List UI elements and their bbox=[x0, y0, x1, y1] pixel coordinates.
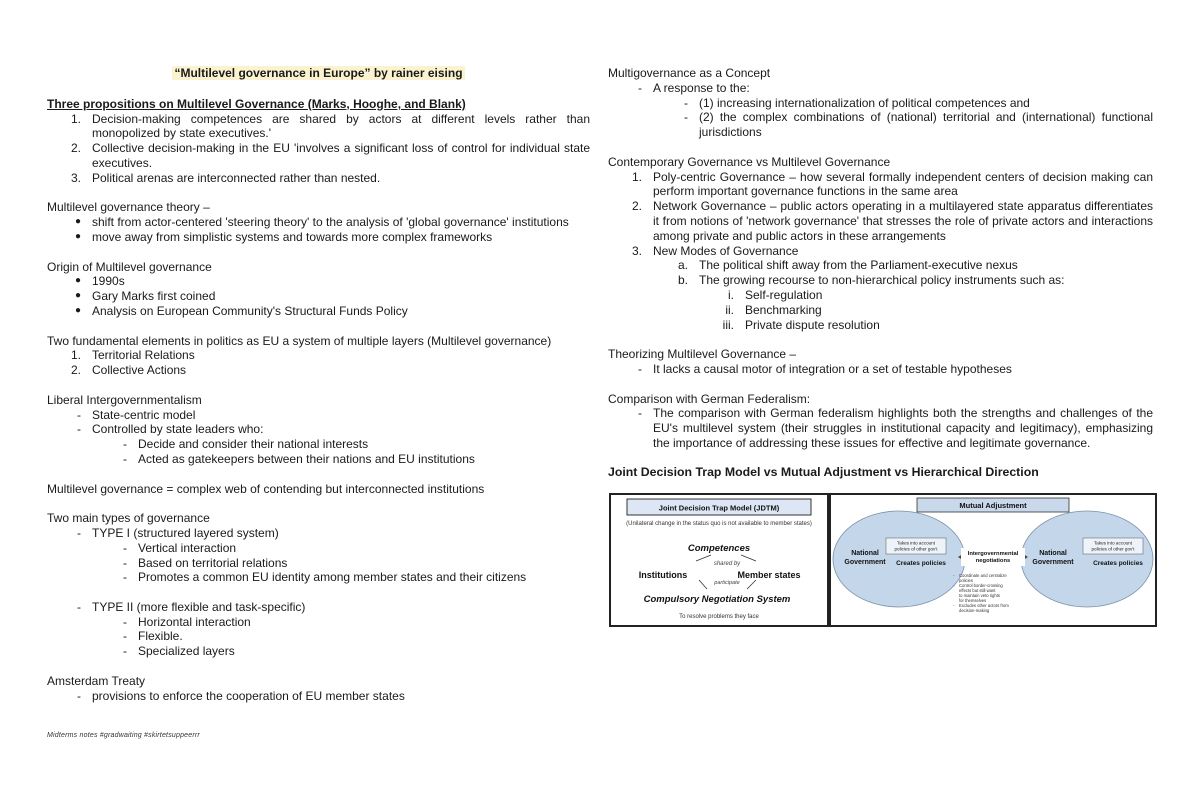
note-1b: policies bbox=[959, 578, 973, 583]
arrow-line bbox=[696, 555, 711, 561]
mutual-svg bbox=[831, 495, 1155, 625]
list-item: - Acted as gatekeepers between their nations and EU institutions bbox=[123, 451, 475, 466]
creates-right: Creates policies bbox=[1093, 560, 1143, 567]
arrow-line bbox=[747, 580, 756, 589]
list-item: i. Self-regulation bbox=[728, 287, 823, 302]
list-item: - Decide and consider their national interests bbox=[123, 437, 369, 452]
origin-section bbox=[47, 260, 590, 319]
amsterdam-heading: Amsterdam Treaty bbox=[47, 673, 146, 688]
list-item: - Flexible. bbox=[123, 629, 183, 644]
elements-section bbox=[47, 334, 590, 378]
takes-left-line2: policies of other gov't bbox=[894, 546, 938, 552]
note-1a: Coordinate and centralize bbox=[959, 573, 1007, 578]
propositions-section bbox=[47, 97, 590, 186]
note-3b: decision-making bbox=[959, 608, 990, 613]
list-item: ii. Benchmarking bbox=[725, 302, 822, 317]
elements-heading: Two fundamental elements in politics as EU a system of multiple layers (Multilevel governance) bbox=[47, 333, 552, 348]
theory-section bbox=[47, 200, 590, 244]
figures bbox=[609, 493, 1155, 625]
jdtm-diagram bbox=[609, 493, 829, 627]
concept-heading: Multigovernance as a Concept bbox=[608, 66, 771, 80]
footer-note: Midterms notes #gradwaiting #skirtetsuppeerrr bbox=[47, 732, 200, 739]
note-3a: Excludes other actors from bbox=[959, 603, 1009, 608]
center-line2: negotiations bbox=[975, 558, 1011, 564]
types-heading: Two main types of governance bbox=[47, 511, 210, 526]
contemporary-heading: Contemporary Governance vs Multilevel Governance bbox=[608, 154, 891, 169]
theorizing-heading: Theorizing Multilevel Governance – bbox=[608, 347, 797, 362]
note-2c: to maintain veto rights bbox=[959, 593, 1000, 598]
jdtm-system: Compulsory Negotiation System bbox=[643, 594, 791, 605]
list-item: - The comparison with German federalism highlights both the strengths and challenges of the EU's multilevel system (their struggles in institutional capacity and legitimacy), emphasizing the importance of addressing these issues for effective and legitimate governance. bbox=[638, 406, 1153, 450]
note-2a: Control border-crossing bbox=[959, 583, 1003, 588]
jdtm-competences: Competences bbox=[687, 543, 751, 554]
list-item: - (2) the complex combinations of (national) territorial and (international) functional jurisdictions bbox=[684, 110, 1153, 140]
jdtm-institutions: Institutions bbox=[638, 570, 688, 580]
jdtm-member-states: Member states bbox=[737, 570, 801, 580]
note-2d: for themselves bbox=[959, 598, 987, 603]
list-item: 2. Network Governance – public actors operating in a multilayered state apparatus differentiates it from notions of 'network governance' that stresses the role of private actors and interactions among private and public actors in these arrangements bbox=[631, 199, 1153, 243]
takes-right-line2: policies of other gov't bbox=[1091, 546, 1135, 552]
arrow-line bbox=[741, 555, 756, 561]
national-right-word2: Government bbox=[1032, 559, 1074, 566]
list-item: - Controlled by state leaders who: bbox=[77, 422, 264, 437]
list-item: ● Gary Marks first coined bbox=[74, 289, 216, 304]
german-heading: Comparison with German Federalism: bbox=[608, 391, 811, 406]
list-item: - Vertical interaction bbox=[123, 540, 237, 555]
mutual-notes: - Coordinate and centralize policies - Control border-crossing effects but still want to maintain veto rights for themselves - Excludes other actors from decision-making bbox=[953, 573, 1009, 613]
arrow-line bbox=[699, 580, 707, 589]
list-item: - TYPE I (structured layered system) bbox=[77, 525, 279, 540]
list-item: - Based on territorial relations bbox=[123, 555, 288, 570]
takes-right bbox=[1091, 541, 1135, 552]
jdtm-note: (Unilateral change in the status quo is not available to member states) bbox=[626, 521, 812, 527]
left-column bbox=[47, 66, 590, 703]
theory-heading: Multilevel governance theory – bbox=[47, 200, 210, 215]
list-item: 2. Collective Actions bbox=[70, 363, 187, 378]
national-right-word1: National bbox=[1039, 550, 1067, 557]
takes-left bbox=[894, 541, 938, 552]
jdtm-title: Joint Decision Trap Model (JDTM) bbox=[658, 503, 780, 513]
list-item: - TYPE II (more flexible and task-specific) bbox=[77, 599, 306, 614]
theorizing-section bbox=[608, 347, 1153, 377]
list-item: - Horizontal interaction bbox=[123, 614, 251, 629]
creates-left: Creates policies bbox=[896, 560, 946, 567]
takes-left-line1: Takes into account bbox=[896, 540, 936, 546]
liberal-heading: Liberal Intergovernmentalism bbox=[47, 392, 202, 407]
right-column bbox=[608, 66, 1153, 480]
list-item: 1. Decision-making competences are shared by actors at different levels rather than monopolized by state executives.' bbox=[70, 111, 590, 141]
amsterdam-section bbox=[47, 674, 590, 704]
center-line1: Intergovernmental bbox=[967, 551, 1019, 557]
list-item: - State-centric model bbox=[77, 407, 196, 422]
list-item: - provisions to enforce the cooperation of EU member states bbox=[77, 688, 405, 703]
list-item: 3. Political arenas are interconnected rather than nested. bbox=[70, 170, 381, 185]
national-left-word1: National bbox=[851, 550, 879, 557]
list-item: - It lacks a causal motor of integration or a set of testable hypotheses bbox=[638, 361, 1012, 376]
list-item: b. The growing recourse to non-hierarchical policy instruments such as: bbox=[677, 273, 1065, 288]
list-item: ● Analysis on European Community's Structural Funds Policy bbox=[74, 303, 408, 318]
list-item: 2. Collective decision-making in the EU 'involves a significant loss of control for individual state executives. bbox=[70, 141, 590, 170]
origin-heading: Origin of Multilevel governance bbox=[47, 259, 212, 274]
note-2b: effects but still want bbox=[959, 588, 996, 593]
types-section bbox=[47, 511, 590, 659]
concept-section bbox=[608, 66, 1153, 140]
jdtm-svg bbox=[611, 495, 827, 625]
jdtm-resolve: To resolve problems they face bbox=[679, 614, 759, 620]
list-item: ● 1990s bbox=[74, 274, 125, 289]
list-item: - Specialized layers bbox=[123, 644, 235, 659]
list-item: 1. Poly-centric Governance – how several formally independent centers of decision making can perform important governance functions in the same area bbox=[631, 169, 1153, 199]
list-item: - A response to the: bbox=[638, 80, 750, 95]
equation-line: Multilevel governance = complex web of contending but interconnected institutions bbox=[47, 481, 485, 496]
list-item: - Promotes a common EU identity among member states and their citizens bbox=[123, 570, 527, 585]
german-section bbox=[608, 392, 1153, 451]
list-item: 1. Territorial Relations bbox=[70, 348, 195, 363]
list-item: a. The political shift away from the Parliament-executive nexus bbox=[677, 258, 1018, 273]
national-left-word2: Government bbox=[844, 559, 886, 566]
list-item: ● move away from simplistic systems and towards more complex frameworks bbox=[74, 229, 493, 244]
mutual-adjustment-diagram bbox=[829, 493, 1157, 627]
jdtm-participate: participate bbox=[714, 580, 740, 586]
jdtm-shared: shared by bbox=[713, 561, 741, 567]
contemporary-section bbox=[608, 155, 1153, 333]
list-item: ● shift from actor-centered 'steering theory' to the analysis of 'global governance' institutions bbox=[74, 215, 569, 230]
figure-heading: Joint Decision Trap Model vs Mutual Adjustment vs Hierarchical Direction bbox=[608, 464, 1039, 479]
liberal-section bbox=[47, 393, 590, 467]
mutual-title: Mutual Adjustment bbox=[959, 501, 1027, 510]
list-item: iii. Private dispute resolution bbox=[722, 317, 880, 332]
takes-right-line1: Takes into account bbox=[1093, 540, 1133, 546]
list-item: 3. New Modes of Governance bbox=[631, 243, 799, 258]
list-item: - (1) increasing internationalization of political competences and bbox=[684, 95, 1030, 110]
propositions-heading: Three propositions on Multilevel Governance (Marks, Hooghe, and Blank) bbox=[47, 96, 466, 111]
document-title: “Multilevel governance in Europe” by rainer eising bbox=[174, 66, 463, 80]
